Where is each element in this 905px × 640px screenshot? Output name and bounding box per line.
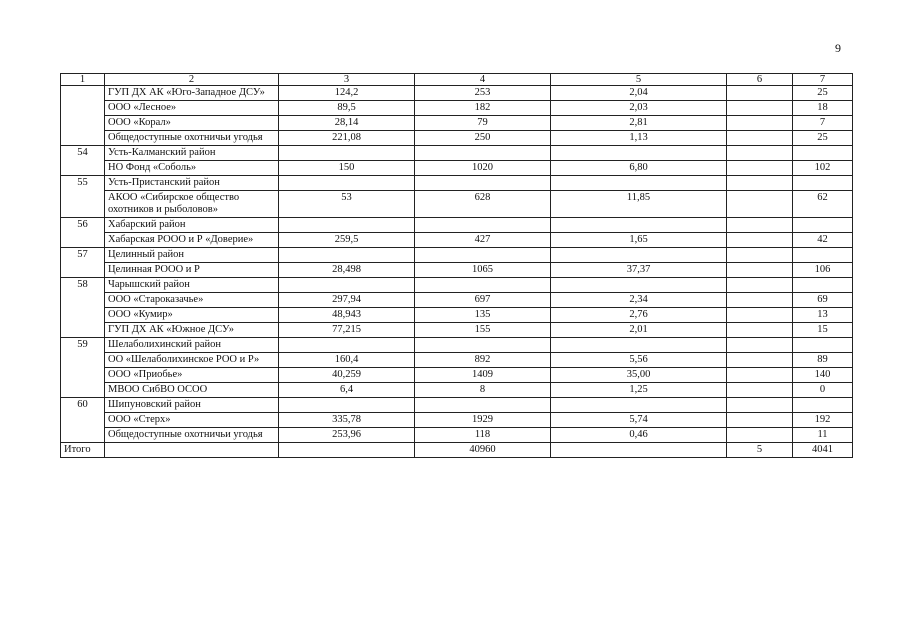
value-cell-c6 (727, 248, 793, 263)
value-cell-c3: 77,215 (279, 323, 415, 338)
data-table (60, 73, 853, 458)
value-cell-c3 (279, 176, 415, 191)
name-cell: ООО «Кумир» (105, 308, 279, 323)
row-number-cell: 54 (61, 146, 105, 176)
value-cell-c3: 297,94 (279, 293, 415, 308)
value-cell-c6 (727, 146, 793, 161)
row-number-cell: 57 (61, 248, 105, 278)
header-cell: 3 (279, 74, 415, 86)
row-number-cell: 55 (61, 176, 105, 218)
value-cell-c5 (551, 278, 727, 293)
value-cell-c4: 250 (415, 131, 551, 146)
value-cell-c7: 7 (793, 116, 853, 131)
value-cell-c6 (727, 191, 793, 218)
value-cell-c6 (727, 131, 793, 146)
value-cell-c3: 259,5 (279, 233, 415, 248)
header-cell: 6 (727, 74, 793, 86)
table-row (61, 308, 853, 323)
value-cell-c3: 53 (279, 191, 415, 218)
value-cell-c6 (727, 353, 793, 368)
header-row (61, 74, 853, 86)
header-cell: 4 (415, 74, 551, 86)
value-cell-c3: 253,96 (279, 428, 415, 443)
value-cell-c4: 253 (415, 86, 551, 101)
value-cell-c4: 8 (415, 383, 551, 398)
table-row (61, 131, 853, 146)
name-cell: Усть-Пристанский район (105, 176, 279, 191)
table-row (61, 263, 853, 278)
row-number-cell: 56 (61, 218, 105, 248)
value-cell-c6 (727, 278, 793, 293)
table-row (61, 218, 853, 233)
header-cell: 5 (551, 74, 727, 86)
table-row (61, 101, 853, 116)
value-cell-c5: 5,74 (551, 413, 727, 428)
value-cell-c7: 13 (793, 308, 853, 323)
name-cell: Чарышский район (105, 278, 279, 293)
value-cell-c4: 182 (415, 101, 551, 116)
value-cell-c7: 25 (793, 131, 853, 146)
value-cell-c6 (727, 338, 793, 353)
value-cell-c6 (727, 86, 793, 101)
name-cell: Общедоступные охотничьи угодья (105, 131, 279, 146)
value-cell-c7: 62 (793, 191, 853, 218)
value-cell-c3: 124,2 (279, 86, 415, 101)
value-cell-c3: 335,78 (279, 413, 415, 428)
total-cell-c2 (105, 443, 279, 458)
total-cell-c4: 40960 (415, 443, 551, 458)
value-cell-c4: 427 (415, 233, 551, 248)
value-cell-c6 (727, 368, 793, 383)
value-cell-c4: 118 (415, 428, 551, 443)
value-cell-c5: 2,34 (551, 293, 727, 308)
value-cell-c4 (415, 278, 551, 293)
table-row (61, 323, 853, 338)
value-cell-c4: 892 (415, 353, 551, 368)
table-row (61, 191, 853, 218)
value-cell-c5: 1,13 (551, 131, 727, 146)
value-cell-c5: 2,01 (551, 323, 727, 338)
value-cell-c4 (415, 146, 551, 161)
value-cell-c7: 0 (793, 383, 853, 398)
name-cell: Целинный район (105, 248, 279, 263)
table-row (61, 248, 853, 263)
value-cell-c5: 1,25 (551, 383, 727, 398)
table-row (61, 353, 853, 368)
value-cell-c3: 48,943 (279, 308, 415, 323)
value-cell-c7: 25 (793, 86, 853, 101)
table-row (61, 428, 853, 443)
table-row (61, 233, 853, 248)
value-cell-c3 (279, 146, 415, 161)
table-row (61, 398, 853, 413)
table-row (61, 278, 853, 293)
value-cell-c6 (727, 176, 793, 191)
value-cell-c7: 192 (793, 413, 853, 428)
value-cell-c4: 697 (415, 293, 551, 308)
value-cell-c5: 11,85 (551, 191, 727, 218)
value-cell-c5 (551, 398, 727, 413)
value-cell-c6 (727, 413, 793, 428)
name-cell: АКОО «Сибирское общество охотников и рыболовов» (105, 191, 279, 218)
table-row (61, 338, 853, 353)
value-cell-c6 (727, 398, 793, 413)
table-row (61, 116, 853, 131)
value-cell-c3: 89,5 (279, 101, 415, 116)
name-cell: ООО «Староказачье» (105, 293, 279, 308)
value-cell-c5: 2,76 (551, 308, 727, 323)
header-cell: 2 (105, 74, 279, 86)
row-number-cell (61, 86, 105, 146)
value-cell-c4: 1409 (415, 368, 551, 383)
value-cell-c7 (793, 146, 853, 161)
value-cell-c4 (415, 398, 551, 413)
table-row (61, 368, 853, 383)
value-cell-c3: 150 (279, 161, 415, 176)
table-row (61, 176, 853, 191)
value-cell-c4: 135 (415, 308, 551, 323)
table-body (61, 86, 853, 458)
value-cell-c3 (279, 398, 415, 413)
page-number: 9 (835, 41, 841, 55)
value-cell-c5 (551, 176, 727, 191)
value-cell-c6 (727, 428, 793, 443)
row-number-cell: 58 (61, 278, 105, 338)
name-cell: Общедоступные охотничьи угодья (105, 428, 279, 443)
value-cell-c5 (551, 248, 727, 263)
value-cell-c5 (551, 218, 727, 233)
name-cell: ООО «Приобье» (105, 368, 279, 383)
value-cell-c4 (415, 248, 551, 263)
value-cell-c6 (727, 293, 793, 308)
name-cell: НО Фонд «Соболь» (105, 161, 279, 176)
value-cell-c7: 106 (793, 263, 853, 278)
value-cell-c3: 40,259 (279, 368, 415, 383)
table-row (61, 413, 853, 428)
value-cell-c5: 1,65 (551, 233, 727, 248)
value-cell-c3: 221,08 (279, 131, 415, 146)
value-cell-c3: 28,498 (279, 263, 415, 278)
value-cell-c7 (793, 398, 853, 413)
value-cell-c3 (279, 248, 415, 263)
total-cell-c6: 5 (727, 443, 793, 458)
total-label: Итого (61, 443, 105, 458)
value-cell-c6 (727, 101, 793, 116)
value-cell-c6 (727, 161, 793, 176)
name-cell: Целинная РООО и Р (105, 263, 279, 278)
name-cell: Шелаболихинский район (105, 338, 279, 353)
value-cell-c4 (415, 176, 551, 191)
value-cell-c3: 6,4 (279, 383, 415, 398)
table-row (61, 161, 853, 176)
name-cell: ОО «Шелаболихинское РОО и Р» (105, 353, 279, 368)
value-cell-c3 (279, 218, 415, 233)
value-cell-c7: 140 (793, 368, 853, 383)
value-cell-c7: 42 (793, 233, 853, 248)
value-cell-c7: 102 (793, 161, 853, 176)
value-cell-c7 (793, 176, 853, 191)
value-cell-c4: 1929 (415, 413, 551, 428)
value-cell-c7 (793, 218, 853, 233)
name-cell: ООО «Стерх» (105, 413, 279, 428)
value-cell-c6 (727, 323, 793, 338)
row-number-cell: 59 (61, 338, 105, 398)
value-cell-c5: 2,04 (551, 86, 727, 101)
value-cell-c7: 89 (793, 353, 853, 368)
name-cell: Усть-Калманский район (105, 146, 279, 161)
value-cell-c3 (279, 278, 415, 293)
name-cell: ГУП ДХ АК «Юго-Западное ДСУ» (105, 86, 279, 101)
total-cell-c7: 4041 (793, 443, 853, 458)
value-cell-c5: 0,46 (551, 428, 727, 443)
value-cell-c7 (793, 338, 853, 353)
name-cell: ГУП ДХ АК «Южное ДСУ» (105, 323, 279, 338)
total-row (61, 443, 853, 458)
table-row (61, 383, 853, 398)
value-cell-c4: 1065 (415, 263, 551, 278)
value-cell-c7: 15 (793, 323, 853, 338)
value-cell-c5: 2,81 (551, 116, 727, 131)
name-cell: Хабарский район (105, 218, 279, 233)
value-cell-c5: 6,80 (551, 161, 727, 176)
name-cell: ООО «Корал» (105, 116, 279, 131)
value-cell-c6 (727, 116, 793, 131)
value-cell-c5: 5,56 (551, 353, 727, 368)
total-cell-c3 (279, 443, 415, 458)
value-cell-c7 (793, 278, 853, 293)
value-cell-c6 (727, 218, 793, 233)
value-cell-c3: 28,14 (279, 116, 415, 131)
value-cell-c5 (551, 338, 727, 353)
value-cell-c4: 1020 (415, 161, 551, 176)
value-cell-c4: 79 (415, 116, 551, 131)
value-cell-c7: 18 (793, 101, 853, 116)
name-cell: МВОО СибВО ОСОО (105, 383, 279, 398)
header-cell: 7 (793, 74, 853, 86)
value-cell-c7: 69 (793, 293, 853, 308)
value-cell-c6 (727, 383, 793, 398)
value-cell-c6 (727, 233, 793, 248)
value-cell-c4 (415, 338, 551, 353)
table-row (61, 86, 853, 101)
table-row (61, 293, 853, 308)
value-cell-c4: 628 (415, 191, 551, 218)
value-cell-c4: 155 (415, 323, 551, 338)
header-cell: 1 (61, 74, 105, 86)
name-cell: Шипуновский район (105, 398, 279, 413)
row-number-cell: 60 (61, 398, 105, 443)
value-cell-c5: 2,03 (551, 101, 727, 116)
table-row (61, 146, 853, 161)
name-cell: ООО «Лесное» (105, 101, 279, 116)
value-cell-c5: 37,37 (551, 263, 727, 278)
value-cell-c4 (415, 218, 551, 233)
name-cell: Хабарская РООО и Р «Доверие» (105, 233, 279, 248)
value-cell-c7: 11 (793, 428, 853, 443)
value-cell-c6 (727, 263, 793, 278)
value-cell-c7 (793, 248, 853, 263)
value-cell-c3: 160,4 (279, 353, 415, 368)
value-cell-c5 (551, 146, 727, 161)
value-cell-c6 (727, 308, 793, 323)
total-cell-c5 (551, 443, 727, 458)
value-cell-c3 (279, 338, 415, 353)
value-cell-c5: 35,00 (551, 368, 727, 383)
